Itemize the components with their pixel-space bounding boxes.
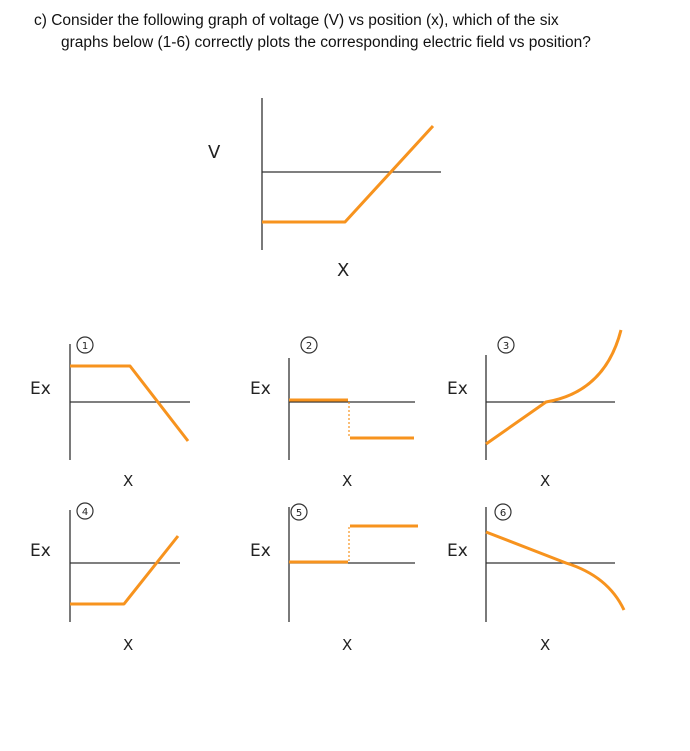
- option-1-number: 1: [81, 341, 89, 352]
- voltage-curve: [262, 126, 433, 222]
- option-6-ylabel: Ex: [447, 541, 468, 561]
- option-3-number: 3: [502, 341, 510, 352]
- option-4-curve: [70, 536, 178, 604]
- voltage-graph: [208, 98, 441, 281]
- option-5-graph: [250, 504, 418, 654]
- option-1-ylabel: Ex: [30, 379, 51, 399]
- option-4-graph: [30, 503, 180, 654]
- option-3-graph: [447, 330, 621, 490]
- option-4-number: 4: [81, 507, 89, 518]
- option-2-graph: [250, 337, 415, 490]
- option-1-graph: [30, 337, 190, 490]
- question-line-2: graphs below (1-6) correctly plots the corresponding electric field vs position?: [61, 34, 591, 51]
- option-2-number: 2: [305, 341, 313, 352]
- option-2-xlabel: X: [342, 472, 353, 490]
- option-5-number: 5: [295, 508, 303, 519]
- voltage-axis-label: V: [208, 142, 221, 163]
- option-1-curve: [70, 366, 188, 441]
- option-6-number: 6: [499, 508, 507, 519]
- option-2-ylabel: Ex: [250, 379, 271, 399]
- option-3-xlabel: X: [540, 472, 551, 490]
- option-4-xlabel: X: [123, 636, 134, 654]
- option-3-ylabel: Ex: [447, 379, 468, 399]
- option-6-xlabel: X: [540, 636, 551, 654]
- option-4-ylabel: Ex: [30, 541, 51, 561]
- option-5-xlabel: X: [342, 636, 353, 654]
- option-5-ylabel: Ex: [250, 541, 271, 561]
- option-6-curve: [486, 532, 624, 610]
- option-6-graph: [447, 504, 624, 654]
- voltage-position-label: X: [337, 260, 350, 281]
- option-1-xlabel: X: [123, 472, 134, 490]
- question-line-1: c) Consider the following graph of voltage (V) vs position (x), which of the six: [34, 12, 559, 29]
